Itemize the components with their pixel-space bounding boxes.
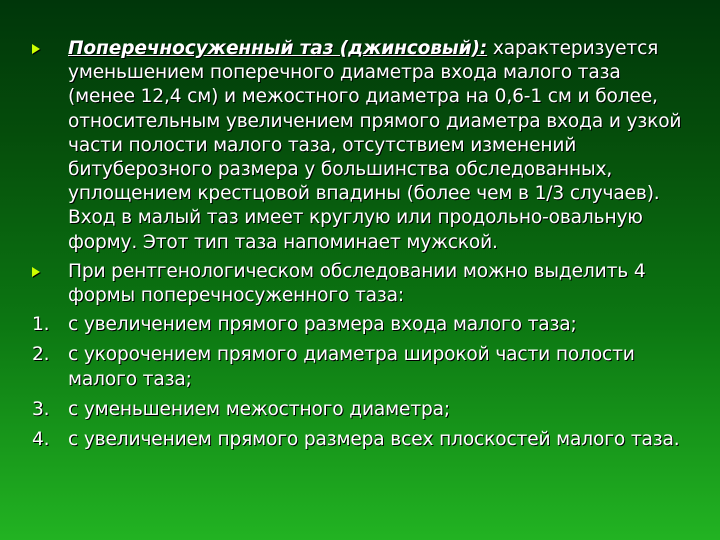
item-text: с укорочением прямого диаметра широкой части полости малого таза; xyxy=(68,344,635,390)
triangle-bullet-icon xyxy=(32,267,40,277)
numbered-item-3 xyxy=(32,398,692,422)
item-number: 3. xyxy=(32,398,50,420)
numbered-item-1 xyxy=(32,313,692,337)
item-number: 1. xyxy=(32,314,50,336)
item-text: с увеличением прямого размера входа малого таза; xyxy=(68,314,577,336)
triangle-bullet-icon xyxy=(32,44,40,54)
slide-content xyxy=(32,37,692,458)
item-number: 2. xyxy=(32,344,50,366)
item-number: 4. xyxy=(32,429,50,451)
forms-intro-text: При рентгенологическом обследовании можно выделить 4 формы поперечносуженного таза: xyxy=(68,260,646,307)
bullet-item-definition xyxy=(32,37,692,255)
item-text: с уменьшением межостного диаметра; xyxy=(68,398,451,420)
numbered-item-2 xyxy=(32,343,692,391)
item-text: с увеличением прямого размера всех плоскостей малого таза. xyxy=(68,429,680,451)
definition-text: характеризуется уменьшением поперечного диаметра входа малого таза (менее 12,4 см) и межостного диаметра на 0,6-1 см и более, относительным увеличением прямого диаметра входа и узкой части полости малого таза, отсутствием изменений битуберозного размера у большинства обследованных, уплощением крестцовой впадины (более чем в 1/3 случаев). Вход в малый таз имеет круглую или продольно-овальную форму. Этот тип таза напоминает мужской. xyxy=(68,38,682,253)
numbered-item-4 xyxy=(32,428,692,452)
term-heading: Поперечносуженный таз (джинсовый): xyxy=(68,38,488,59)
bullet-item-forms-intro xyxy=(32,260,692,308)
